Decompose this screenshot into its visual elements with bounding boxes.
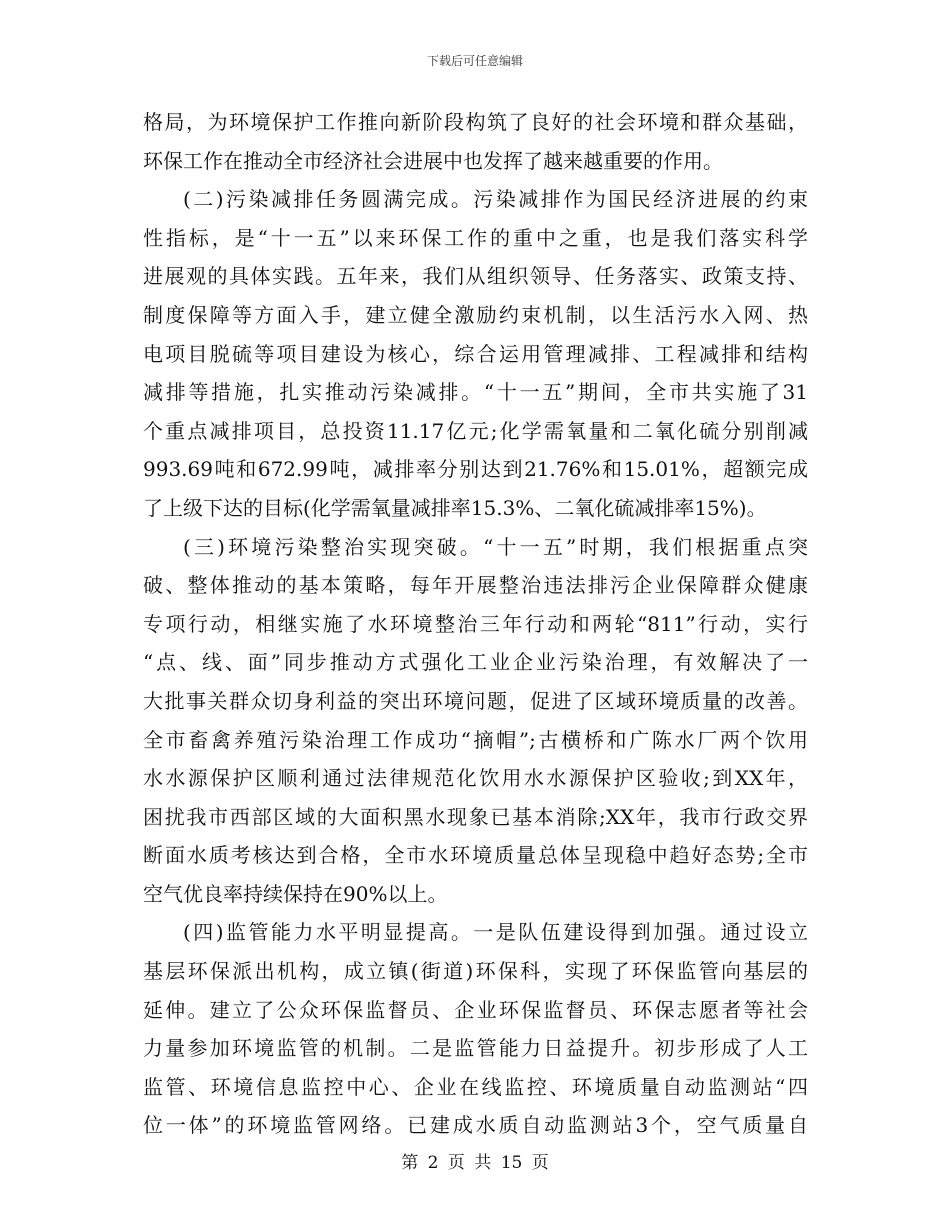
text-line: 格局，为环境保护工作推向新阶段构筑了良好的社会环境和群众基础， [143, 110, 808, 134]
text-line: “点、线、面”同步推动方式强化工业企业污染治理，有效解决了一 [143, 650, 808, 675]
paragraph-heading-line: (四)监管能力水平明显提高。一是队伍建设得到加强。通过设立 [183, 920, 808, 945]
text-line: 制度保障等方面入手，建立健全激励约束机制，以生活污水入网、热 [143, 302, 808, 327]
text-line: 性指标，是“十一五”以来环保工作的重中之重，也是我们落实科学 [143, 225, 808, 250]
text-line: 993.69吨和672.99吨，减排率分别达到21.76%和15.01%，超额完成 [143, 457, 808, 482]
text-line: 破、整体推动的基本策略，每年开展整治违法排污企业保障群众健康 [143, 573, 808, 598]
text-line: 延伸。建立了公众环保监督员、企业环保监督员、环保志愿者等社会 [143, 997, 808, 1022]
text-line: 进展观的具体实践。五年来，我们从组织领导、任务落实、政策支持、 [143, 264, 808, 289]
text-line: 困扰我市西部区域的大面积黑水现象已基本消除;XX年，我市行政交界 [143, 804, 808, 829]
text-line: 断面水质考核达到合格，全市水环境质量总体呈现稳中趋好态势;全市 [143, 843, 808, 868]
text-line: 减排等措施，扎实推动污染减排。“十一五”期间，全市共实施了31 [143, 380, 808, 405]
page-number: 第 2 页 共 15 页 [401, 1153, 549, 1173]
paragraph-heading-line: (二)污染减排任务圆满完成。污染减排作为国民经济进展的约束 [183, 187, 808, 212]
text-line: 专项行动，相继实施了水环境整治三年行动和两轮“811”行动，实行 [143, 611, 808, 636]
text-line: 电项目脱硫等项目建设为核心，综合运用管理减排、工程减排和结构 [143, 341, 808, 366]
text-line: 力量参加环境监管的机制。二是监管能力日益提升。初步形成了人工 [143, 1036, 808, 1061]
page-header-note: 下载后可任意编辑 [426, 54, 523, 68]
document-body [143, 103, 808, 1145]
text-line: 水水源保护区顺利通过法律规范化饮用水水源保护区验收;到XX年， [143, 766, 808, 791]
text-line: 环保工作在推动全市经济社会进展中也发挥了越来越重要的作用。 [143, 148, 723, 173]
text-line: 个重点减排项目，总投资11.17亿元;化学需氧量和二氧化硫分别削减 [143, 418, 808, 443]
text-line: 位一体”的环境监管网络。已建成水质自动监测站3个，空气质量自 [143, 1113, 808, 1138]
text-line: 监管、环境信息监控中心、企业在线监控、环境质量自动监测站“四 [143, 1074, 808, 1099]
text-line: 了上级下达的目标(化学需氧量减排率15.3%、二氧化硫减排率15%)。 [143, 495, 767, 520]
text-line: 大批事关群众切身利益的突出环境问题，促进了区域环境质量的改善。 [143, 688, 808, 713]
text-line: 基层环保派出机构，成立镇(街道)环保科，实现了环保监管向基层的 [143, 959, 808, 984]
text-line: 全市畜禽养殖污染治理工作成功“摘帽”;古横桥和广陈水厂两个饮用 [143, 727, 808, 752]
paragraph-heading-line: (三)环境污染整治实现突破。“十一五”时期，我们根据重点突 [183, 534, 808, 559]
text-line: 空气优良率持续保持在90%以上。 [143, 881, 448, 906]
